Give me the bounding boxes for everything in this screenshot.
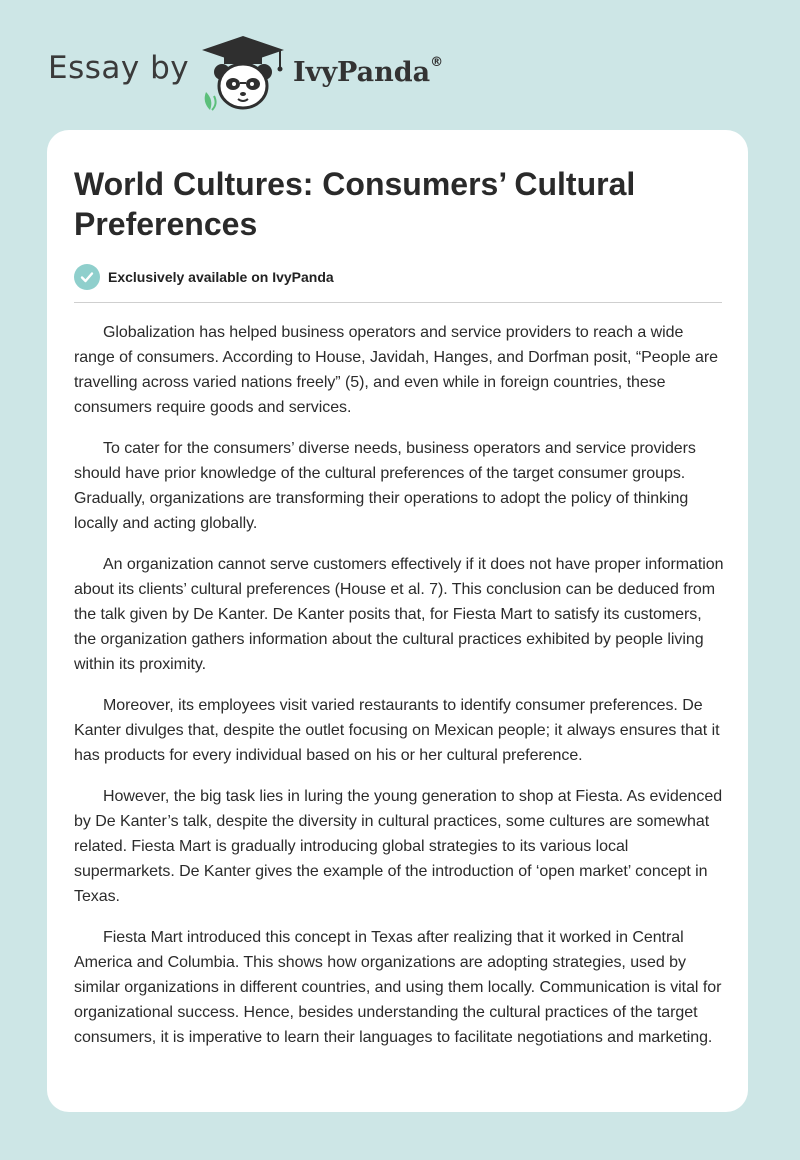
essay-body bbox=[74, 320, 724, 1066]
paragraph: Globalization has helped business operators and service providers to reach a wide range of consumers. According to House, Javidah, Hanges, and Dorfman posit, “People are travelling across varied nations freely” (5), and even while in foreign countries, these consumers require goods and services. bbox=[74, 324, 719, 416]
paragraph: To cater for the consumers’ diverse needs, business operators and service providers should have prior knowledge of the cultural preferences of the target consumer groups. Gradually, organizations are transforming their operations to adopt the policy of thinking locally and acting globally. bbox=[74, 440, 696, 532]
check-icon bbox=[74, 264, 100, 290]
page-title: World Cultures: Consumers’ Cultural Preferences bbox=[74, 166, 636, 242]
site-header bbox=[0, 0, 800, 120]
paragraph: Fiesta Mart introduced this concept in Texas after realizing that it worked in Central America and Columbia. This shows how organizations are adopting strategies, used by similar organizations in different countries, and using them locally. Communication is vital for organizational success. Hence, besides understanding the cultural practices of the target consumers, it is imperative to learn their languages to facilitate negotiations and marketing. bbox=[74, 929, 722, 1046]
paragraph: However, the big task lies in luring the young generation to shop at Fiesta. As evidenced by De Kanter’s talk, despite the diversity in cultural practices, some cultures are somewhat related. Fiesta Mart is gradually introducing global strategies to its various local supermarkets. De Kanter gives the example of the introduction of ‘open market’ concept in Texas. bbox=[74, 788, 723, 905]
panda-graduate-icon[interactable] bbox=[200, 34, 286, 112]
divider bbox=[74, 302, 722, 303]
paragraph: An organization cannot serve customers effectively if it does not have proper information about its clients’ cultural preferences (House et al. 7). This conclusion can be deduced from the talk given by De Kanter. De Kanter posits that, for Fiesta Mart to satisfy its customers, the organization gathers information about the cultural practices exhibited by people living within its proximity. bbox=[74, 556, 724, 673]
essay-card bbox=[47, 130, 748, 1112]
brand-name[interactable]: IvyPanda® bbox=[293, 55, 444, 88]
essay-by-label: Essay by bbox=[48, 50, 190, 86]
exclusive-badge-label: Exclusively available on IvyPanda bbox=[108, 269, 334, 285]
paragraph: Moreover, its employees visit varied restaurants to identify consumer preferences. De Kanter divulges that, despite the outlet focusing on Mexican people; it always ensures that it has products for every individual based on his or her cultural preference. bbox=[74, 697, 720, 764]
exclusive-badge bbox=[74, 264, 334, 290]
